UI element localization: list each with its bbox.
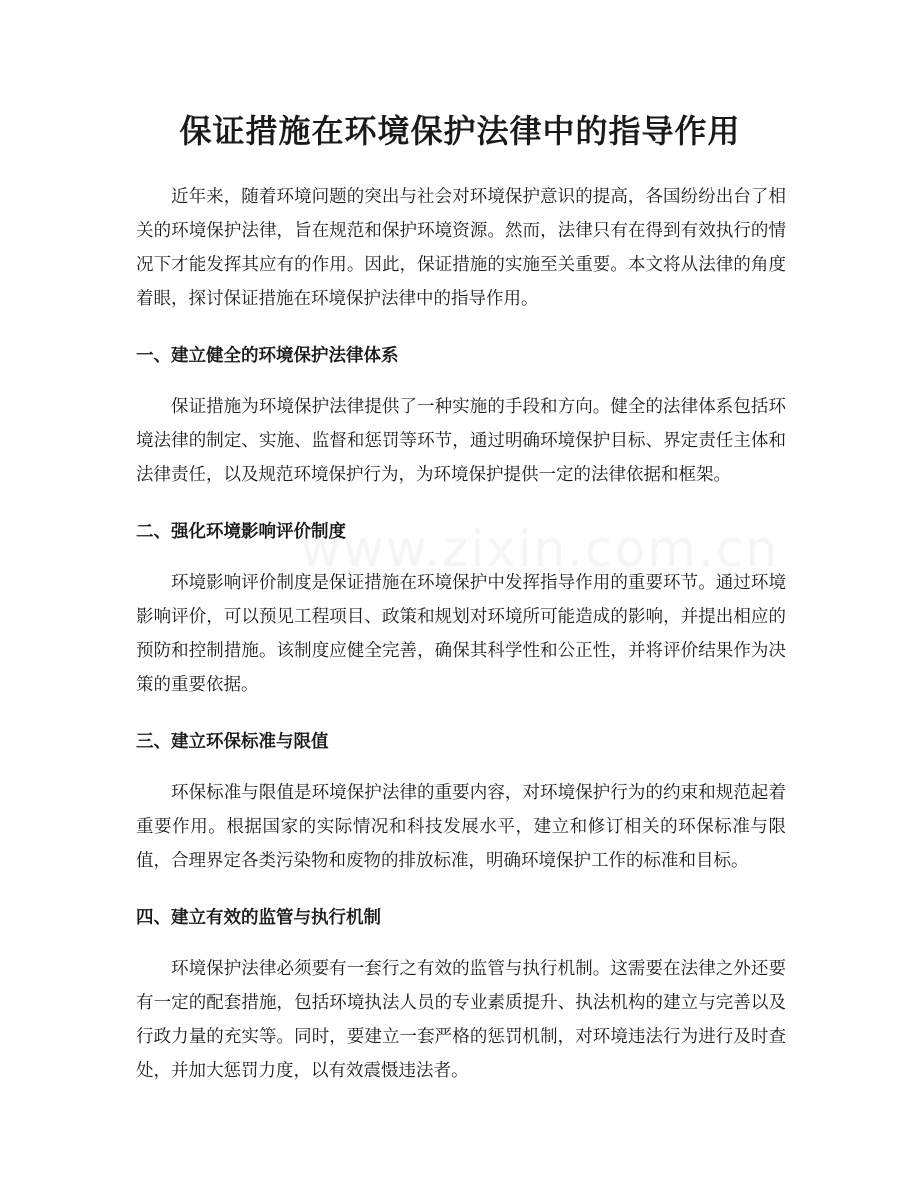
section-paragraph: 环境保护法律必须要有一套行之有效的监管与执行机制。这需要在法律之外还要有一定的配套措施，包括环境执法人员的专业素质提升、执法机构的建立与完善以及行政力量的充实等。同时，要建立一套严格的惩罚机制，对环境违法行为进行及时查处，并加大惩罚力度，以有效震慑违法者。 bbox=[136, 959, 786, 1081]
section-heading: 二、强化环境影响评价制度 bbox=[136, 522, 346, 542]
page-title: 保证措施在环境保护法律中的指导作用 bbox=[179, 112, 741, 150]
intro-paragraph: 近年来，随着环境问题的突出与社会对环境保护意识的提高，各国纷纷出台了相关的环境保护法律，旨在规范和保护环境资源。然而，法律只有在得到有效执行的情况下才能发挥其应有的作用。因此，保证措施的实施至关重要。本文将从法律的角度着眼，探讨保证措施在环境保护法律中的指导作用。 bbox=[136, 187, 786, 309]
section-heading: 三、建立环保标准与限值 bbox=[136, 732, 329, 752]
section-heading: 一、建立健全的环境保护法律体系 bbox=[136, 346, 399, 366]
section-paragraph: 环境影响评价制度是保证措施在环境保护中发挥指导作用的重要环节。通过环境影响评价，可以预见工程项目、政策和规划对环境所可能造成的影响，并提出相应的预防和控制措施。该制度应健全完善，确保其科学性和公正性，并将评价结果作为决策的重要依据。 bbox=[136, 573, 786, 695]
section-2 bbox=[136, 515, 786, 702]
section-4 bbox=[136, 901, 786, 1088]
section-paragraph: 保证措施为环境保护法律提供了一种实施的手段和方向。健全的法律体系包括环境法律的制定、实施、监督和惩罚等环节，通过明确环境保护目标、界定责任主体和法律责任，以及规范环境保护行为，为环境保护提供一定的法律依据和框架。 bbox=[136, 397, 786, 485]
section-heading: 四、建立有效的监管与执行机制 bbox=[136, 908, 381, 928]
section-3 bbox=[136, 725, 786, 878]
section-1 bbox=[136, 339, 786, 492]
section-paragraph: 环保标准与限值是环境保护法律的重要内容，对环境保护行为的约束和规范起着重要作用。根据国家的实际情况和科技发展水平，建立和修订相关的环保标准与限值，合理界定各类污染物和废物的排放标准，明确环境保护工作的标准和目标。 bbox=[136, 783, 786, 871]
watermark: www.zixin.com.cn bbox=[300, 520, 780, 578]
document-body bbox=[136, 180, 786, 1088]
